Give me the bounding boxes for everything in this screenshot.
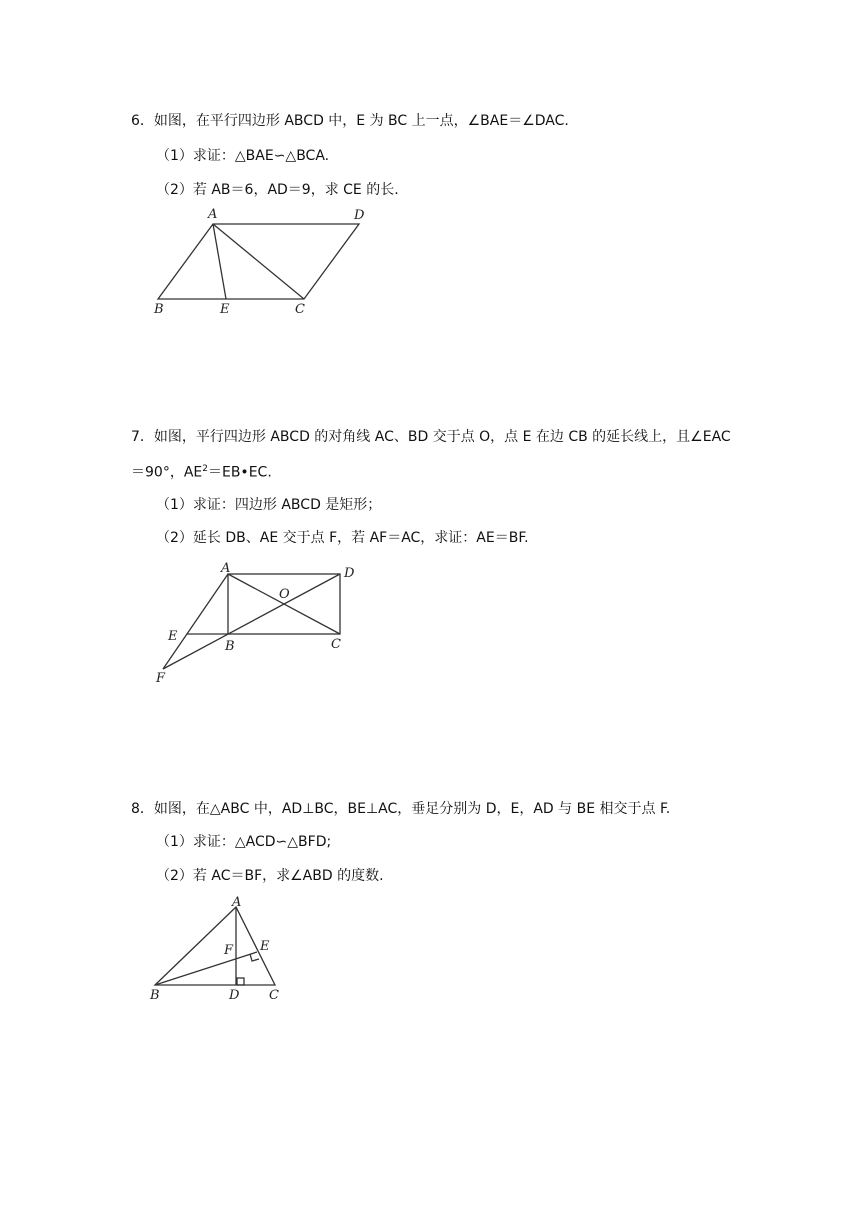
fig8-altitude-be	[155, 952, 257, 985]
figure-8	[149, 895, 279, 1003]
fig6-segment-ac	[213, 224, 304, 299]
figure-6	[153, 207, 365, 317]
problem-7-stem-line2-pre: ＝90°，AE	[131, 464, 203, 481]
problem-7-stem-line2-post: ＝EB•EC.	[207, 464, 272, 481]
problem-6-part-1: （1）求证：△BAE∽△BCA.	[156, 148, 330, 164]
problem-8-stem: 8．如图，在△ABC 中，AD⊥BC，BE⊥AC，垂足分别为 D，E，AD 与 BE 相交于点 F.	[131, 801, 671, 817]
problem-8-part-1: （1）求证：△ACD∽△BFD;	[156, 834, 332, 850]
fig6-label-b: B	[154, 302, 164, 317]
figure-7	[155, 561, 355, 686]
fig6-segment-ae	[213, 224, 226, 299]
problem-7-superscript: 2	[202, 464, 208, 474]
fig8-right-angle-e	[250, 954, 259, 961]
problem-8-part-2: （2）若 AC＝BF，求∠ABD 的度数.	[156, 868, 384, 884]
problem-6-part-2: （2）若 AB＝6，AD＝9，求 CE 的长.	[156, 182, 399, 198]
problem-7-stem-line1: 7．如图，平行四边形 ABCD 的对角线 AC、BD 交于点 O，点 E 在边 CB 的延长线上，且∠EAC	[131, 429, 731, 445]
fig7-label-f: F	[156, 671, 166, 686]
fig6-label-c: C	[295, 302, 305, 317]
problem-7-part-2: （2）延长 DB、AE 交于点 F，若 AF＝AC，求证：AE＝BF.	[156, 530, 529, 546]
fig7-label-o: O	[279, 587, 290, 602]
fig7-diagonal-bd-extended	[163, 574, 340, 669]
fig8-label-e: E	[260, 939, 270, 954]
fig8-label-a: A	[232, 895, 242, 910]
fig6-label-d: D	[354, 208, 365, 223]
fig8-triangle	[155, 907, 275, 985]
fig8-label-f: F	[224, 943, 234, 958]
fig8-label-b: B	[150, 988, 160, 1003]
fig7-label-b: B	[225, 639, 235, 654]
fig8-right-angle-d	[237, 978, 244, 985]
fig7-label-d: D	[344, 566, 355, 581]
fig8-label-d: D	[229, 988, 240, 1003]
fig7-label-e: E	[168, 629, 178, 644]
fig8-label-c: C	[269, 988, 279, 1003]
fig6-label-e: E	[220, 302, 230, 317]
fig6-label-a: A	[208, 207, 218, 222]
problem-7-part-1: （1）求证：四边形 ABCD 是矩形；	[156, 497, 382, 513]
fig7-label-c: C	[331, 637, 341, 652]
fig7-label-a: A	[221, 561, 231, 576]
fig7-segment-ef	[163, 574, 228, 669]
problem-6-stem: 6．如图，在平行四边形 ABCD 中，E 为 BC 上一点，∠BAE＝∠DAC.	[131, 113, 569, 129]
